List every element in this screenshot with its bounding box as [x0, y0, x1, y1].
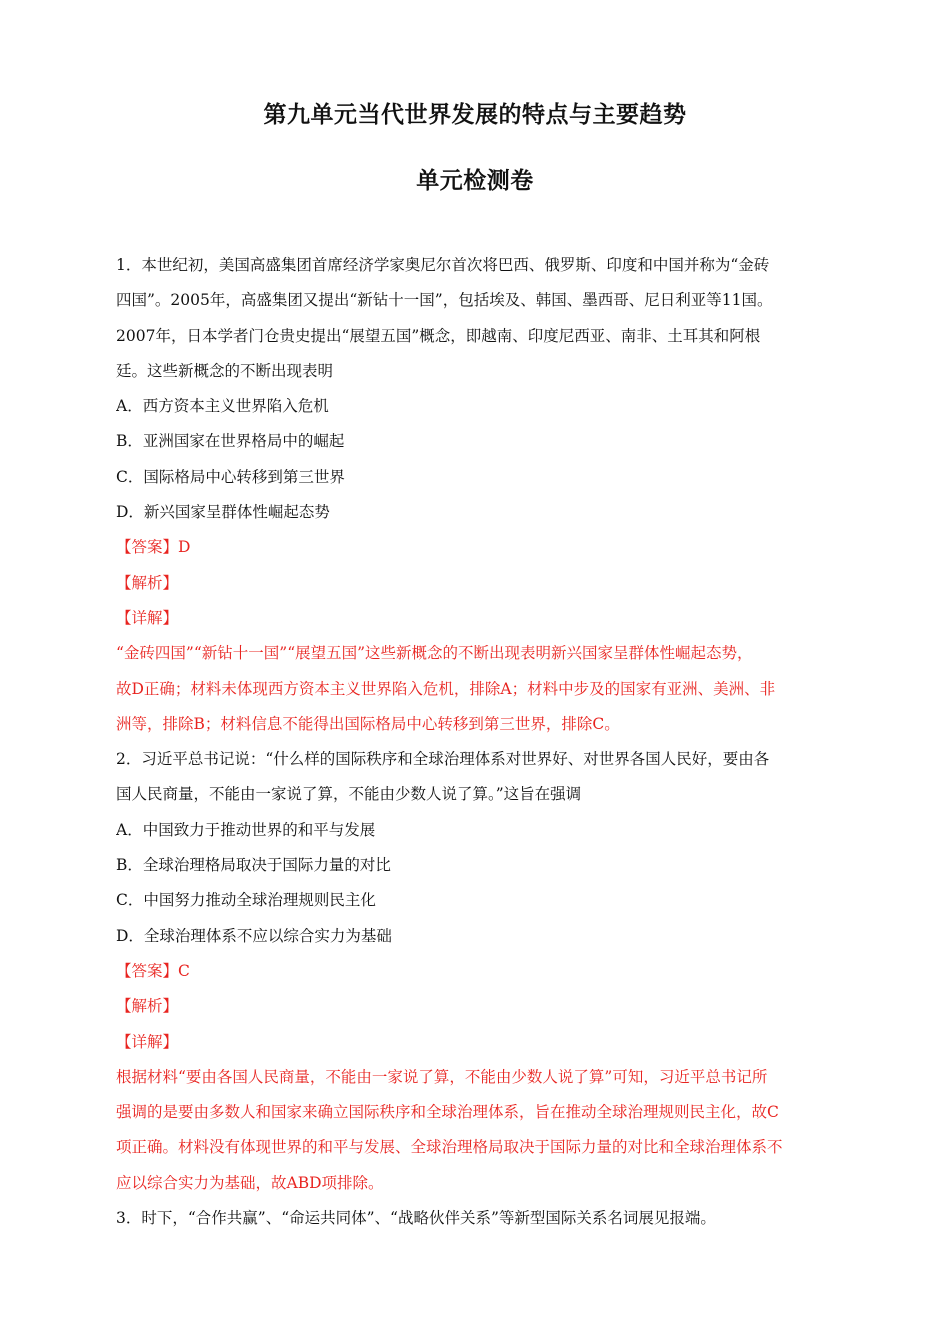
page-title: 第九单元当代世界发展的特点与主要趋势 [263, 101, 687, 128]
answer-label: 【答案】C [116, 961, 190, 980]
option-a: A．西方资本主义世界陷入危机 [116, 397, 329, 416]
detail-label: 【详解】 [116, 608, 179, 627]
answer-label: 【答案】D [116, 538, 191, 557]
option-d: D．新兴国家呈群体性崛起态势 [116, 503, 330, 522]
analysis-label: 【解析】 [116, 573, 179, 592]
question-stem-line: 国人民商量，不能由一家说了算，不能由少数人说了算。”这旨在强调 [116, 785, 582, 804]
detail-text-line: 根据材料“要由各国人民商量，不能由一家说了算，不能由少数人说了算”可知，习近平总书记所 [116, 1067, 768, 1086]
detail-text-line: 项正确。材料没有体现世界的和平与发展、全球治理格局取决于国际力量的对比和全球治理体系不 [116, 1138, 783, 1157]
option-c: C．国际格局中心转移到第三世界 [116, 467, 345, 486]
detail-text-line: 洲等，排除B；材料信息不能得出国际格局中心转移到第三世界，排除C。 [116, 714, 620, 733]
detail-text-line: 故D正确；材料未体现西方资本主义世界陷入危机，排除A；材料中步及的国家有亚洲、美洲、非 [116, 679, 776, 698]
question-1 [116, 248, 844, 742]
detail-text-line: 强调的是要由多数人和国家来确立国际秩序和全球治理体系，旨在推动全球治理规则民主化，故C [116, 1103, 779, 1122]
option-c: C．中国努力推动全球治理规则民主化 [116, 891, 376, 910]
question-2 [116, 742, 844, 1201]
question-3 [116, 1201, 844, 1236]
detail-label: 【详解】 [116, 1032, 179, 1051]
option-a: A．中国致力于推动世界的和平与发展 [116, 820, 376, 839]
analysis-label: 【解析】 [116, 997, 179, 1016]
page-subtitle: 单元检测卷 [416, 167, 534, 194]
question-stem-line: 2．习近平总书记说：“什么样的国际秩序和全球治理体系对世界好、对世界各国人民好，要由各 [116, 750, 770, 769]
option-b: B．全球治理格局取决于国际力量的对比 [116, 856, 391, 875]
question-stem-line: 3．时下，“合作共赢”、“命运共同体”、“战略伙伴关系”等新型国际关系名词展见报端。 [116, 1209, 716, 1228]
question-stem-line: 2007年，日本学者门仓贵史提出“展望五国”概念，即越南、印度尼西亚、南非、土耳其和阿根 [116, 326, 761, 345]
option-b: B．亚洲国家在世界格局中的崛起 [116, 432, 345, 451]
question-stem-line: 1．本世纪初，美国高盛集团首席经济学家奥尼尔首次将巴西、俄罗斯、印度和中国并称为“金砖 [116, 256, 770, 274]
detail-text-line: 应以综合实力为基础，故ABD项排除。 [116, 1173, 384, 1192]
question-stem-line: 四国”。2005年，高盛集团又提出“新钻十一国”，包括埃及、韩国、墨西哥、尼日利亚等11国。 [116, 291, 773, 310]
option-d: D．全球治理体系不应以综合实力为基础 [116, 926, 392, 945]
document-body [116, 248, 844, 1236]
question-stem-line: 廷。这些新概念的不断出现表明 [116, 361, 334, 380]
detail-text-line: “金砖四国”“新钻十一国”“展望五国”这些新概念的不断出现表明新兴国家呈群体性崛起态势， [116, 644, 753, 663]
